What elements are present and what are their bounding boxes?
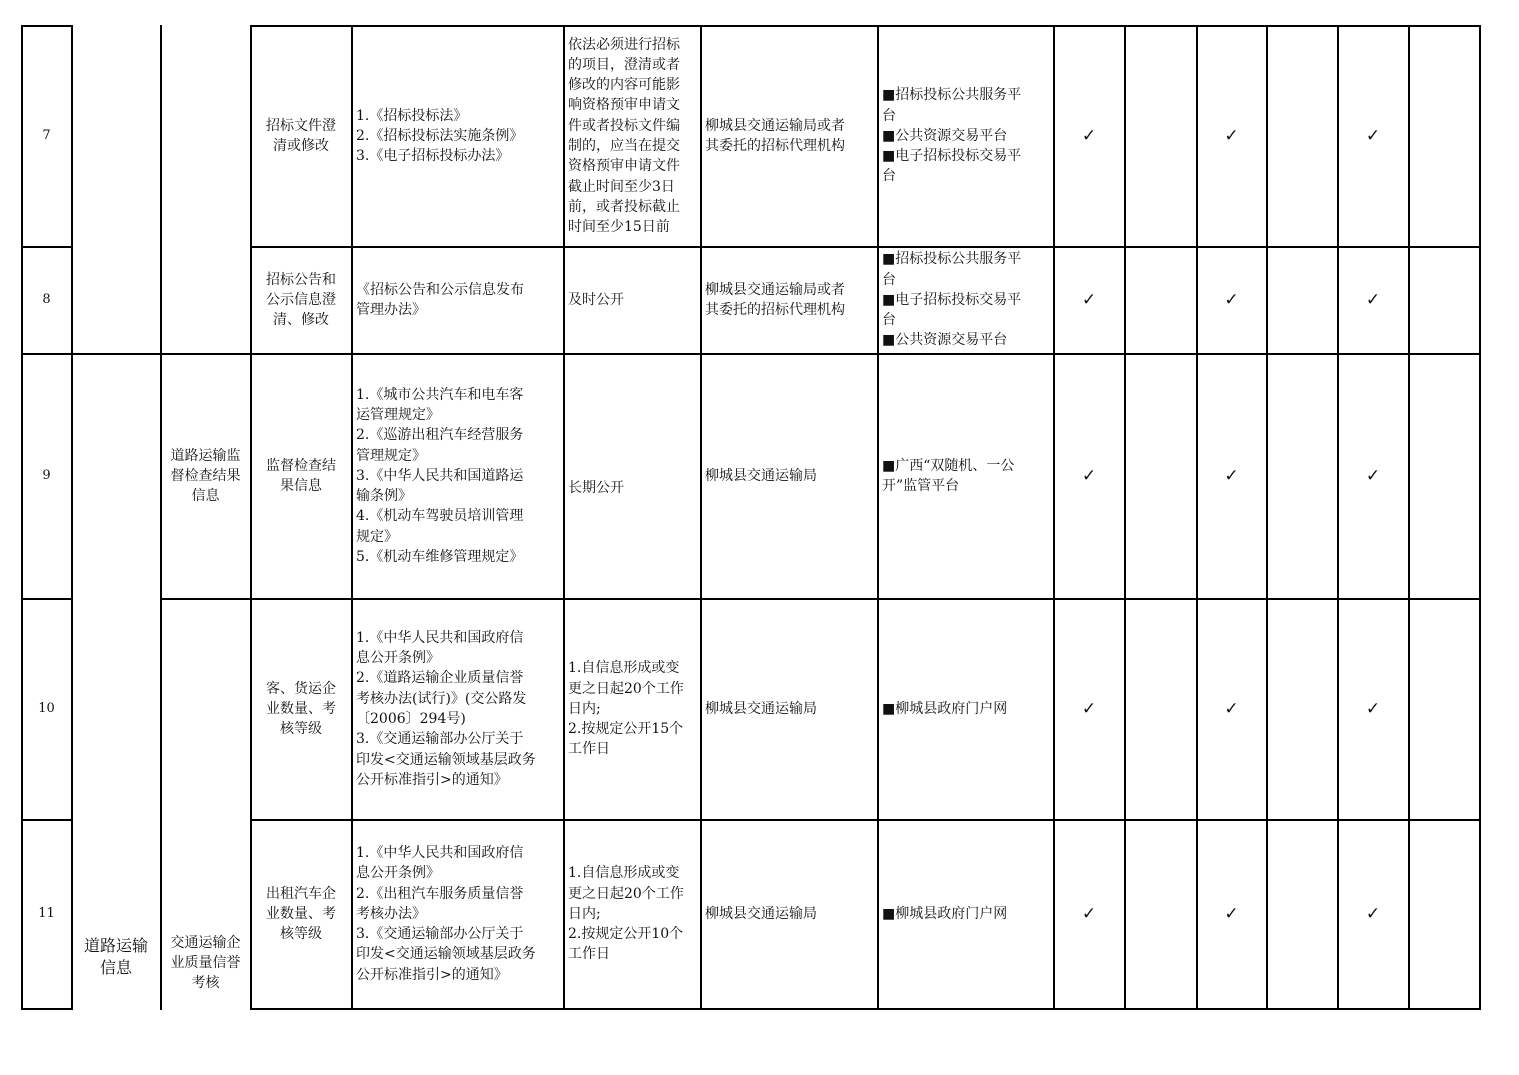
check-mark: ✓ [1081, 465, 1097, 486]
row-number: 7 [42, 127, 51, 143]
disclosure-timing: 1.自信息形成或变 更之日起20个工作 日内; 2.按规定公开15个 工作日 [568, 660, 684, 758]
item-name: 监督检查结 果信息 [266, 457, 336, 494]
item-name: 招标公告和 公示信息澄 清、修改 [266, 271, 336, 329]
disclosure-subject: 柳城县交通运输局或者 其委托的招标代理机构 [705, 281, 845, 318]
disclosure-timing: 长期公开 [568, 479, 624, 496]
check-mark: ✓ [1081, 698, 1097, 719]
grid-line [1408, 25, 1410, 1010]
sub-category: 交通运输企 业质量信誉 考核 [170, 934, 241, 992]
check-mark: ✓ [1081, 903, 1097, 924]
check-mark: ✓ [1224, 289, 1239, 310]
check-mark: ✓ [1224, 903, 1239, 924]
legal-basis: 1.《中华人民共和国政府信 息公开条例》 2.《出租汽车服务质量信誉 考核办法》 3.《交通运输部办公厅关于 印发<交通运输领域基层政务 公开标准指引>的通知》 [356, 844, 536, 983]
row-number: 11 [38, 905, 55, 921]
legal-basis: 1.《城市公共汽车和电车客 运管理规定》 2.《巡游出租汽车经营服务 管理规定》 3.《中华人民共和国道路运 输条例》 4.《机动车驾驶员培训管理 规定》 5.《机动车维修管理规定》 [356, 386, 524, 566]
grid-line [1266, 25, 1268, 1010]
item-name: 客、货运企 业数量、考 核等级 [266, 680, 336, 738]
check-mark: ✓ [1365, 465, 1381, 486]
sub-category: 道路运输监 督检查结果 信息 [170, 447, 241, 505]
check-mark: ✓ [1081, 125, 1097, 146]
legal-basis: 1.《招标投标法》 2.《招标投标法实施条例》 3.《电子招标投标办法》 [356, 107, 524, 165]
disclosure-subject: 柳城县交通运输局 [705, 905, 817, 922]
category-label: 道路运输 信息 [83, 936, 148, 977]
grid-line [1479, 25, 1481, 1010]
legal-basis: 1.《中华人民共和国政府信 息公开条例》 2.《道路运输企业质量信誉 考核办法(试行)》(交公路发 〔2006〕294号) 3.《交通运输部办公厅关于 印发<交通运输领域基层政务 公开标准指引>的通知》 [356, 629, 536, 788]
legal-basis: 《招标公告和公示信息发布 管理办法》 [356, 281, 524, 318]
grid-line [1124, 25, 1126, 1010]
check-mark: ✓ [1081, 289, 1097, 310]
grid-line [21, 1008, 71, 1010]
check-mark: ✓ [1365, 125, 1381, 146]
item-name: 招标文件澄 清或修改 [266, 117, 336, 154]
disclosure-channel: ■招标投标公共服务平 台 ■电子招标投标交易平 台 ■公共资源交易平台 [882, 251, 1022, 349]
disclosure-channel: ■招标投标公共服务平 台 ■公共资源交易平台 ■电子招标投标交易平 台 [882, 87, 1022, 185]
row-number: 9 [42, 467, 51, 483]
disclosure-timing: 及时公开 [568, 291, 624, 308]
check-mark: ✓ [1224, 465, 1239, 486]
row-number: 10 [38, 700, 55, 716]
check-mark: ✓ [1224, 125, 1239, 146]
check-mark: ✓ [1365, 698, 1381, 719]
check-mark: ✓ [1365, 289, 1381, 310]
disclosure-channel: ■柳城县政府门户网 [882, 905, 1008, 922]
disclosure-channel: ■柳城县政府门户网 [882, 700, 1008, 717]
row-number: 8 [42, 291, 51, 307]
disclosure-subject: 柳城县交通运输局或者 其委托的招标代理机构 [705, 117, 845, 154]
grid-line [250, 1008, 1481, 1010]
disclosure-subject: 柳城县交通运输局 [705, 467, 817, 484]
check-mark: ✓ [1224, 698, 1239, 719]
check-mark: ✓ [1365, 903, 1381, 924]
disclosure-timing: 依法必须进行招标 的项目，澄清或者 修改的内容可能影 响资格预审申请文 件或者投标文件编 制的，应当在提交 资格预审申请文件 截止时间至少3日 前，或者投标截止 时间至少15日前 [568, 36, 680, 236]
grid-line [71, 25, 73, 1010]
disclosure-channel: ■广西“双随机、一公 开”监管平台 [882, 457, 1015, 494]
disclosure-subject: 柳城县交通运输局 [705, 700, 817, 717]
item-name: 出租汽车企 业数量、考 核等级 [266, 885, 336, 943]
disclosure-timing: 1.自信息形成或变 更之日起20个工作 日内; 2.按规定公开10个 工作日 [568, 865, 684, 963]
